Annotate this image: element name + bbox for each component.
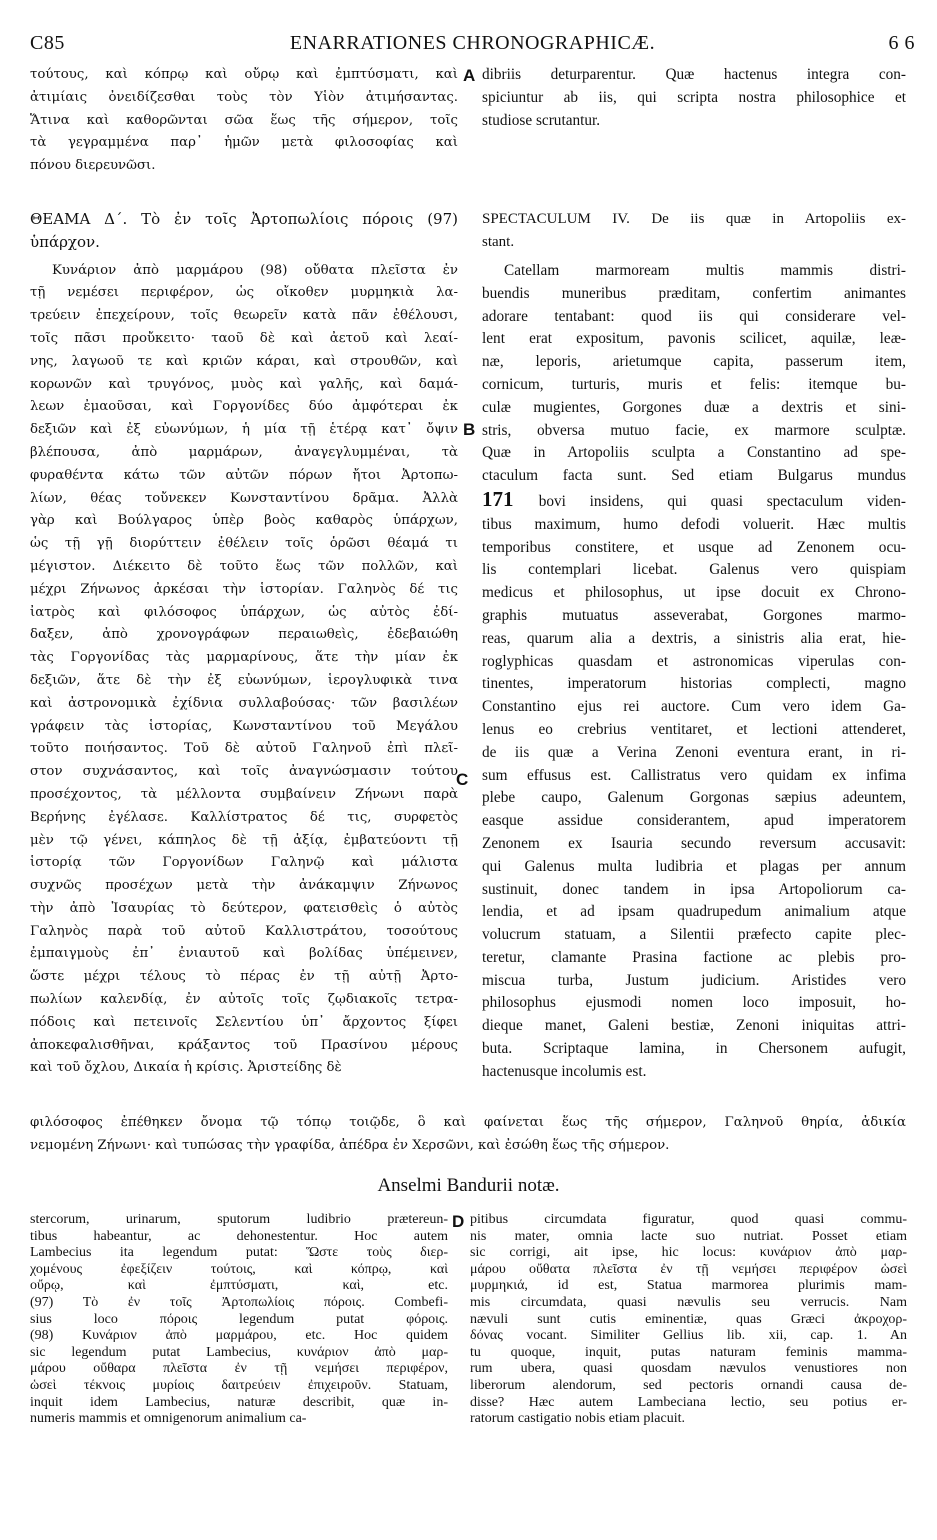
margin-marker-d: D xyxy=(452,1212,465,1231)
greek-line: τῇ νεμέσει περιφέρον, ὡς οἴκοθεν μυρμηκιὰ λα- xyxy=(30,285,458,301)
full-width-line: νεμομένη Ζήνωνι· καὶ τυπώσας τὴν γραφίδα, ἀπέδρα ἐν Χερσῶνι, καὶ ἐσώθη ἕως τῆς σήμερον. xyxy=(30,1137,670,1153)
greek-line: γὰρ καὶ Βούλγαρος ὑπὲρ βοὸς καθαρὸς ὑπάρχων, xyxy=(30,513,458,529)
note-line: Lambecius ita legendum putat: Ὥστε τοὺς διερ- xyxy=(30,1245,448,1261)
note-line: (97) Τὸ ἐν τοῖς Ἀρτοπωλίοις πόροις. Combefi- xyxy=(30,1294,448,1310)
note-line: οὔρῳ, καὶ ἐμπτύσματι, καὶ, etc. xyxy=(30,1278,448,1294)
running-header xyxy=(30,32,915,58)
greek-line: δαξεν, ἀπὸ χρονογράφων περαιωθεὶς, ἐδεβαιώθη xyxy=(30,627,458,643)
latin-line: graphis mutuatus asseverabat, Gorgones marmo- xyxy=(482,606,906,624)
margin-marker-c: C xyxy=(456,770,469,789)
latin-intro-paragraph xyxy=(482,64,906,132)
latin-line: roglyphicas quasdam et astronomicas viperulas con- xyxy=(482,652,906,670)
greek-line: ὡς τῇ γῇ διορύττειν ἐθέλειν τοῖς ὁρῶσι θέαμά τι xyxy=(30,536,458,552)
notes-right-column xyxy=(470,1212,907,1428)
greek-text-column xyxy=(30,64,458,1080)
note-line: tibus habeantur, ac dehonestentur. Hoc autem xyxy=(30,1228,448,1244)
greek-line: Γαληνὸς παρὰ τοῦ αὐτοῦ Καλλιστράτου, τοσούτους xyxy=(30,923,458,939)
latin-line: lendia, et ad ipsam quadrupedum animalium atque xyxy=(482,903,906,921)
notes-heading: Anselmi Bandurii notæ. xyxy=(377,1175,560,1196)
note-line: tu quoque, inquit, putas naturam feminis mamma- xyxy=(470,1344,907,1360)
latin-line: Constantino ejus rei auctore. Cum vero idem Ga- xyxy=(482,698,906,716)
latin-line: spiciuntur ab iis, qui scripta nostra philosophice et xyxy=(482,88,906,106)
note-line: nævuli sunt cutis eminentiæ, quas Græci ἀκροχορ- xyxy=(470,1311,907,1327)
latin-line: stris, obversa mutuo facie, ex marmore sculptæ. xyxy=(482,421,906,439)
note-line: μυρμηκιά, id est, Statua marmorea plurimis mam- xyxy=(470,1278,907,1294)
latin-line: dibriis deturparentur. Quæ hactenus integra con- xyxy=(482,66,906,83)
latin-line: temporibus constitere, et usque ad Zenonem ocu- xyxy=(482,538,906,556)
greek-intro-paragraph xyxy=(30,64,458,178)
full-width-continuation xyxy=(30,1112,906,1158)
greek-line: γράφειν τὰς ἱστορίας, Κωνσταντίνου τοῦ Μεγάλου xyxy=(30,718,458,734)
note-line: sic corrigi, ait ipse, hic locus: κυνάριον ἀπὸ μαρ- xyxy=(470,1245,907,1261)
note-line: stercorum, urinarum, sputorum ludibrio prætereun- xyxy=(30,1212,448,1227)
latin-line: teretur, clamante Prasina factione ac plebis pro- xyxy=(482,948,906,966)
note-line: mis circumdata, quasi nævulis seu verrucis. Nam xyxy=(470,1294,907,1310)
full-width-line: φιλόσοφος ἐπέθηκεν ὄνομα τῷ τόπῳ τοιῷδε, ὃ καὶ φαίνεται ἕως τῆς σήμερον, Γαληνοῦ θηρία, ἀδικία xyxy=(30,1115,906,1130)
greek-line: νης, λαγωοῦ τε καὶ κριῶν κάραι, καὶ στρουθῶν, καὶ xyxy=(30,353,458,369)
latin-line: plebe caupo, Galenum Gorgonas sæpius adeuntem, xyxy=(482,789,906,807)
latin-line: miscua turba, Justum judicium. Aristides vero xyxy=(482,971,906,989)
greek-body-paragraph xyxy=(30,260,458,1081)
latin-line: Quæ in Artopoliis sculpta a Constantino ad spe- xyxy=(482,444,906,462)
page-number-marginal: 171 xyxy=(482,487,539,511)
latin-line: dieque manet, Galeni bestiæ, Zenoni iniquitas attri- xyxy=(482,1017,906,1035)
greek-line: πωλίων καλενδίᾳ, ἐν αὐτοῖς τοῖς ζῳδιακοῖς τετρα- xyxy=(30,992,458,1008)
greek-line: Ἅτινα καὶ καθορῶνται σῶα ἕως τῆς σήμερον, τοῖς xyxy=(30,112,458,128)
note-line: rum ubera, quasi quosdam nævulos venustiores non xyxy=(470,1361,907,1377)
running-title: ENARRATIONES CHRONOGRAPHICÆ. xyxy=(289,32,656,54)
greek-line: πόδοις καὶ πετεινοῖς Σελεντίου ὑπ᾽ ἄρχοντος ξίφει xyxy=(30,1014,458,1030)
note-line: μάρου οὔθατα πλεῖστα ἐν τῇ νεμήσει περιφέρον ὡσεὶ xyxy=(470,1261,907,1277)
margin-marker-a: A xyxy=(463,66,476,85)
note-line: inquit idem Lambecius, naturæ describit, quæ in- xyxy=(30,1394,448,1410)
latin-line: easque assidue considerantem, apud imperatorem xyxy=(482,812,906,830)
greek-title-line: ΘΕΑΜΑ Δ΄. Τὸ ἐν τοῖς Ἀρτοπωλίοις πόροις (97) xyxy=(30,209,458,228)
latin-line: studiose scrutantur. xyxy=(482,111,601,129)
note-line: (98) Κυνάριον ἀπὸ μαρμάρου, etc. Hoc quidem xyxy=(30,1328,448,1344)
note-line: liberorum alendorum, sed pectoris ornandi causa de- xyxy=(470,1377,907,1393)
note-line: ὡσεὶ τέκνοις μυρίοις δαιτρεύειν ἐπιχειροῦν. Statuam, xyxy=(30,1377,448,1393)
latin-section-title xyxy=(482,208,906,254)
greek-line: ἀποκεφαλισθῆναι, κράξαντος τοῦ Πρασίνου μέρους xyxy=(30,1037,458,1053)
note-line: disse? Hæc autem Lambeciana lectio, seu potius er- xyxy=(470,1394,907,1410)
greek-section-title xyxy=(30,208,458,254)
greek-line: καὶ ἀστρονομικὰ ἐχίδνια συλλαβούσας· τῶν βασιλέων xyxy=(30,695,458,711)
note-line: numeris mammis et omnigenorum animalium ca- xyxy=(30,1411,307,1427)
latin-line: volucrum statuam, a Silentii præfecto capite plec- xyxy=(482,926,906,944)
greek-line: κορωνῶν καὶ τρυγόνος, μυὸς καὶ γαλῆς, καὶ δαμά- xyxy=(30,376,458,392)
greek-line: πόνου διερευνῶσι. xyxy=(30,158,156,174)
latin-text-column xyxy=(482,64,906,1084)
greek-line: ἐμπαιγμοὺς ἐπ᾽ ἐνιαυτοῦ καὶ βολίδας ὑπέμεινεν, xyxy=(30,946,458,962)
latin-line: qui Galenus multa ludibria et plagas per annum xyxy=(482,857,906,875)
latin-line: buendis muneribus præditam, confertim animantes xyxy=(482,284,906,302)
notes-left-column xyxy=(30,1212,448,1428)
greek-line: τοῖς πᾶσι προὔκειτο· ταοῦ δὲ καὶ ἀετοῦ καὶ λεαί- xyxy=(30,330,458,346)
greek-line: δεξιῶν, ἅτε δὲ τὴν ἐξ εὐωνύμων, ἱερογλυφικὰ τινα xyxy=(30,672,458,688)
latin-line: lent erat expositum, pavonis scilicet, aquilæ, leæ- xyxy=(482,330,906,348)
greek-line: μέχρι Ζήνωνος ἀρκέσαι τὴν ἱστορίαν. Γαληνὸς δέ τις xyxy=(30,581,458,597)
greek-line: τὰ γεγραμμένα παρ᾽ ἡμῶν μετὰ φιλοσοφίας καὶ xyxy=(30,135,458,151)
latin-line: culæ mugientes, Gorgones duæ a dextris et sini- xyxy=(482,398,906,416)
greek-line: ἀτιμίαις ὀνειδίζεσθαι τοὺς τὸν Υἱὸν ἀτιμήσαντας. xyxy=(30,89,458,105)
greek-line: τρεύειν ἐπεχείρουν, τοῖς θεωρεῖν κατὰ πᾶν ἐθέλουσι, xyxy=(30,308,458,324)
latin-line: buta. Scriptaque lamina, in Chersonem aufugit, xyxy=(482,1040,906,1058)
latin-line: sum effusus est. Callistratus vero quidam ex infima xyxy=(482,766,906,784)
greek-line: βλέπουσα, ἀπὸ μαρμάρων, ἀναγεγλυμμέναι, τὰ xyxy=(30,444,458,460)
page-number-right: 6 6 xyxy=(888,32,915,54)
greek-line: Βερήνης ἐγέλασε. Καλλίστρατος δέ τις, συρφετὸς xyxy=(30,809,458,825)
note-line: χομένους ἐφεξίζειν τούτοις, καὶ κόπρῳ, καὶ xyxy=(30,1261,448,1277)
note-line: δόνας vocant. Similiter Gellius lib. xii, cap. 1. An xyxy=(470,1328,907,1344)
greek-line: συχνῶς προσέχων μετὰ τὴν ἀνάκαμψιν Ζήνωνος xyxy=(30,878,458,894)
greek-line: λίων, θέας τοὔνεκεν Κωνσταντίνου δρᾶμα. Ἀλλὰ xyxy=(30,490,458,506)
margin-marker-b: B xyxy=(463,420,476,439)
greek-line: τὰς Γοργονίδας τὰς μαρμαρίνους, ἅτε τὴν μίαν ἐκ xyxy=(30,650,458,666)
latin-title-line: stant. xyxy=(482,234,515,251)
latin-line: Catellam marmoream multis mammis distri- xyxy=(504,261,906,279)
greek-line: δεξιῶν καὶ ἐξ εὐωνύμων, ἡ μία τῇ ἑτέρᾳ κατ᾽ ὄψιν xyxy=(30,422,458,438)
latin-line: lis contemplari licebat. Galenus vero quispiam xyxy=(482,561,906,579)
latin-line: adorare tentabant: quod iis qui considerare vel- xyxy=(482,307,906,325)
greek-line: τοῦτο ποιήσαντος. Τοῦ δὲ αὐτοῦ Γαληνοῦ ἐπὶ πλεῖ- xyxy=(30,741,458,757)
greek-line: ἱστορίᾳ τῶν Γοργονίδων Γαληνῷ καὶ μάλιστα xyxy=(30,855,458,871)
latin-line: tinentes, imperatorum historias complecti, magno xyxy=(482,675,906,693)
note-line: sius loco πόροις legendum putat φόροις. xyxy=(30,1311,448,1327)
greek-line: τούτους, καὶ κόπρῳ καὶ οὔρῳ καὶ ἐμπτύσματι, καὶ xyxy=(30,67,458,82)
latin-body-paragraph xyxy=(482,260,906,1084)
greek-line: στον συχνάσαντος, καὶ τοῖς ἀναγνώσμασιν τούτου xyxy=(30,764,458,780)
latin-line: tibus maximum, humo defodi voluerit. Hæc multis xyxy=(482,515,906,533)
greek-line: ἰατρὸς καὶ φιλόσοφος ὑπάρχων, ὡς αὐτὸς ἐδί- xyxy=(30,604,458,620)
latin-line: de iis quæ a Verina Zenoni eventura erant, in ri- xyxy=(482,743,906,761)
page-number-left: C85 xyxy=(30,32,65,54)
latin-line: hactenusque incolumis est. xyxy=(482,1062,647,1080)
latin-line: medicus et philosophus, ut ipse docuit ex Chrono- xyxy=(482,584,906,602)
greek-line: καὶ τοῦ ὄχλου, Δικαία ἡ κρίσις. Ἀριστείδης δὲ xyxy=(30,1060,342,1076)
latin-line: philosophus ejusmodi nomen loco imposuit, ho- xyxy=(482,994,906,1012)
greek-line: λεων ἐμαοῦσαι, καὶ Γοργονίδες δύο ἀμφότεραι ἐκ xyxy=(30,399,458,415)
greek-line: μὲν τῷ γένει, κάπηλος δὲ τῇ ἀξίᾳ, ἐμβατεύοντι τῇ xyxy=(30,832,458,848)
note-line: nis mater, omnia lacte suo nutriat. Posset etiam xyxy=(470,1228,907,1244)
greek-line: Κυνάριον ἀπὸ μαρμάρου (98) οὔθατα πλεῖστα ἐν xyxy=(52,262,458,278)
note-line: μάρου οὔθαρα πλεῖστα ἐν τῇ νεμήσει περιφέρον, xyxy=(30,1361,448,1377)
latin-line: ctaculum facta sunt. Sed etiam Bulgarus mundus xyxy=(482,467,906,485)
greek-line: φυραθέντα κάτω τῶν αὐτῶν πόρων ἤτοι Ἀρτοπω- xyxy=(30,467,458,483)
latin-line: sustinuit, donec tandem in ipsa Artopoliorum ca- xyxy=(482,880,906,898)
greek-title-line: ὑπάρχον. xyxy=(30,232,100,251)
greek-line: ὥστε μέχρι τέλους τὸ πέρας ἐν τῇ αὐτῇ Ἀρτο- xyxy=(30,969,458,985)
latin-line: reas, quarum alia a dextris, a sinistris alia erat, hie- xyxy=(482,629,906,647)
greek-line: μέγιστον. Διέκειτο δὲ τοῦτο ἕως τῶν πολλῶν, καὶ xyxy=(30,558,458,574)
greek-line: προσέχοντος, τὰ μέλλοντα συμβαίνειν Ζήνωνι παρὰ xyxy=(30,786,458,802)
note-line: pitibus circumdata figuratur, quod quasi commu- xyxy=(470,1212,907,1227)
note-line: sic legendum putat Lambecius, κυνάριον ἀπὸ μαρ- xyxy=(30,1344,448,1360)
latin-line: cornicum, turturis, muris et felis: itemque bu- xyxy=(482,375,906,393)
latin-line: 171 bovi insidens, qui quasi spectaculum viden- xyxy=(482,487,906,511)
greek-line: τὴν ἀπὸ Ἰσαυρίας τὸ δεύτερον, φατεισθεὶς ὁ αὐτὸς xyxy=(30,900,458,916)
latin-title-line: SPECTACULUM IV. De iis quæ in Artopoliis ex- xyxy=(482,211,906,228)
latin-line: næ, leporis, arietumque capita, passerum item, xyxy=(482,353,906,371)
note-line: ratorum castigatio nobis etiam placuit. xyxy=(470,1411,685,1427)
latin-line: lenus eo crebrius ventitaret, et lectioni attenderet, xyxy=(482,720,906,738)
latin-line: Zenonem ex Isauria secundo reversum accusavit: xyxy=(482,834,906,852)
